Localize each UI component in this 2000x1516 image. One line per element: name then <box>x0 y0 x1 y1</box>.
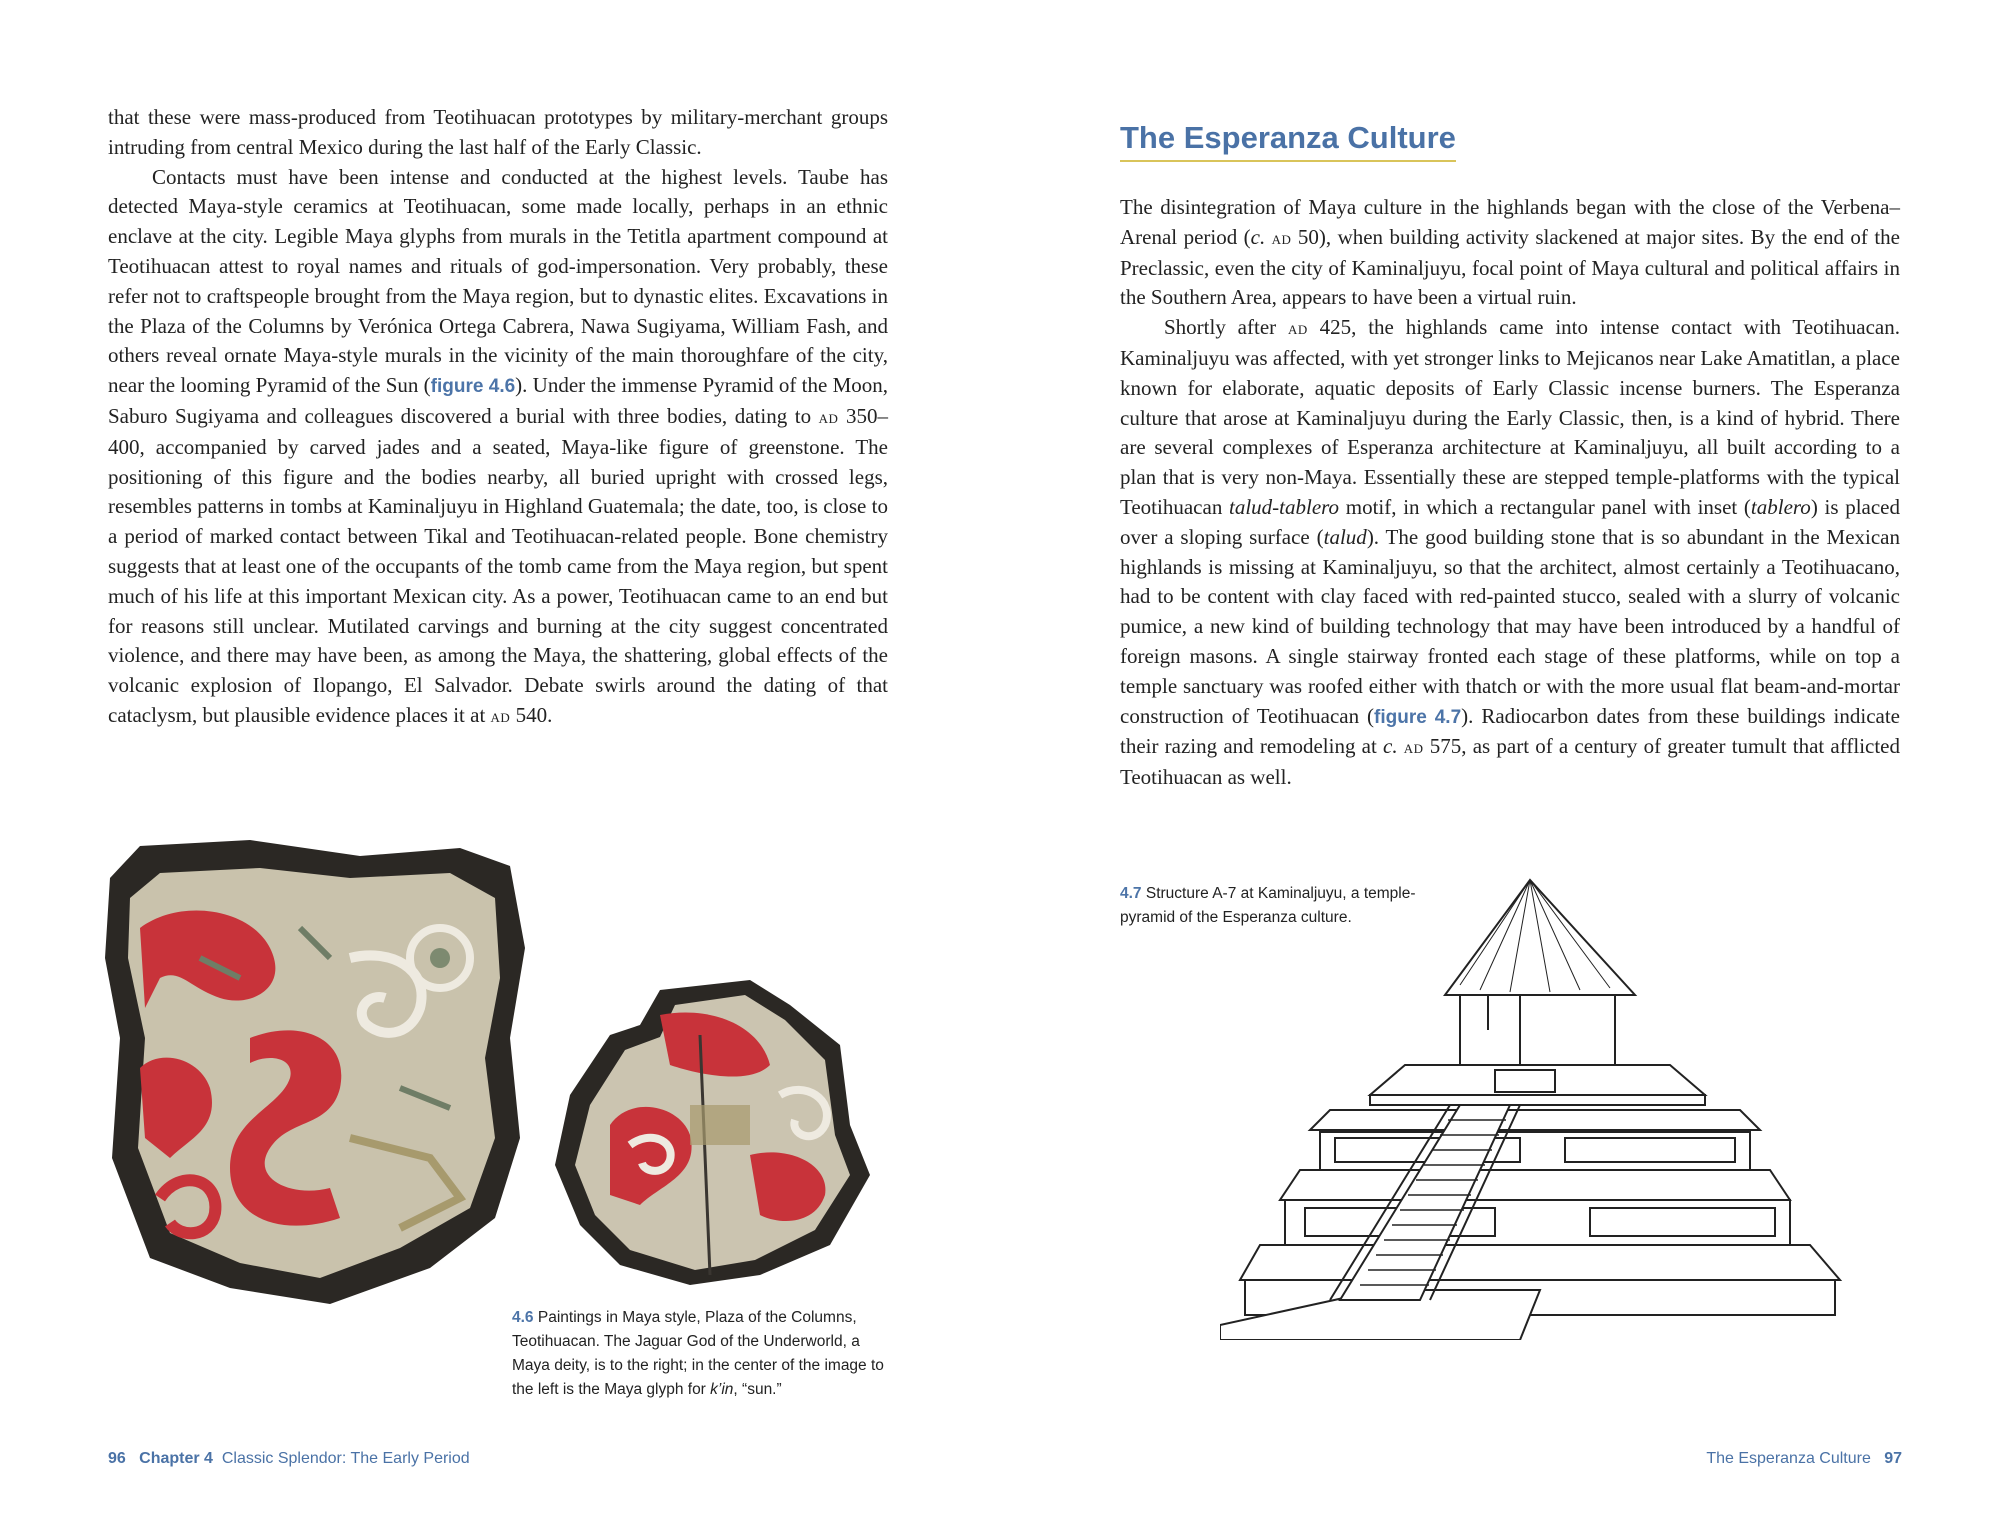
left-paragraph-2 <box>108 163 888 732</box>
circa-abbrev: c. <box>1250 224 1266 249</box>
circa-abbrev: c. <box>1383 734 1398 759</box>
caption-number: 4.7 <box>1120 885 1142 902</box>
caption-text: Structure A-7 at Kaminaljuyu, a temple-pyramid of the Esperanza culture. <box>1120 885 1416 926</box>
text-run: motif, in which a rectangular panel with inset ( <box>1339 494 1751 519</box>
text-run: ). Under the immense Pyramid of the Moon, Saburo Sugiyama and colleagues discovered a burial with three bodies, dating to <box>108 373 888 428</box>
left-paragraph-1 <box>108 103 888 163</box>
figure-4-7-link[interactable]: figure 4.7 <box>1374 706 1462 728</box>
text-run: 575, as part of a century of greater tumult that afflicted Teotihuacan as well. <box>1120 734 1901 790</box>
mural-fragment-right-image <box>550 975 880 1287</box>
text-run: ). The good building stone that is so abundant in the Mexican highlands is missing at Kaminaljuyu, so that the architect, almost certainly a Teotihuacano, had to be content with clay faced with red-painted stucco, sealed with a slurry of volcanic pumice, a new kind of building technology that may have been introduced by a handful of foreign masons. A single stairway fronted each stage of these platforms, while on top a temple sanctuary was roofed either with thatch or with the more usual flat beam-and-mortar construction of Teotihuacan ( <box>1120 524 1900 728</box>
text-run: ) is placed over a sloping surface ( <box>1120 494 1900 549</box>
era-abbrev: ad <box>490 705 511 726</box>
temple-pyramid-drawing <box>1220 870 1860 1340</box>
caption-text: Paintings in Maya style, Plaza of the Columns, Teotihuacan. The Jaguar God of the Underworld, a Maya deity, is to the right; in the center of the image to the left is the Maya glyph for <box>512 1309 884 1398</box>
figure-4-6-caption <box>512 1306 892 1402</box>
section-heading: The Esperanza Culture <box>1120 120 1456 162</box>
chapter-title: Classic Splendor: The Early Period <box>221 1450 470 1467</box>
page-number: 96 <box>108 1450 126 1467</box>
right-paragraph-2 <box>1120 313 1900 793</box>
text-run: Shortly after <box>1164 315 1288 340</box>
right-body-text <box>1120 193 1900 793</box>
era-abbrev: ad <box>1403 737 1424 758</box>
left-running-footer <box>108 1450 470 1468</box>
text-run: The disintegration of Maya culture in the highlands began with the close of the Verbena–Arenal period ( <box>1120 195 1900 249</box>
right-page <box>1000 0 2000 1516</box>
text-run: 350–400, accompanied by carved jades and a seated, Maya-like figure of greenstone. The positioning of this figure and the bodies nearby, all buried upright with crossed legs, resembles patterns in tombs at Kaminaljuyu in Highland Guatemala; the date, too, is close to a period of marked contact between Tikal and Teotihuacan-related people. Bone chemistry suggests that at least one of the occupants of the tomb came from the Maya region, but spent much of his life at this important Mexican city. As a power, Teotihuacan came to an end but for reasons still unclear. Mutilated carvings and burning at the city suggest concentrated violence, and there may have been, as among the Maya, the shattering, global effects of the volcanic explosion of Ilopango, El Salvador. Debate swirls around the dating of that cataclysm, but plausible evidence places it at <box>108 403 888 727</box>
italic-term: talud <box>1323 524 1367 549</box>
figure-4-6-link[interactable]: figure 4.6 <box>430 376 516 398</box>
section-title: The Esperanza Culture <box>1706 1450 1871 1467</box>
right-running-footer <box>1706 1450 1902 1468</box>
right-paragraph-1 <box>1120 193 1900 313</box>
mural-fragment-left-image <box>100 838 530 1306</box>
left-paragraph-1-text: that these were mass-produced from Teotihuacan prototypes by military-merchant groups intruding from central Mexico during the last half of the Early Classic. <box>108 105 888 159</box>
caption-text: , “sun.” <box>733 1381 782 1398</box>
text-run: Contacts must have been intense and conducted at the highest levels. Taube has detected Maya-style ceramics at Teotihuacan, some made locally, perhaps in an ethnic enclave at the city. Legible Maya glyphs from murals in the Tetitla apartment compound at Teotihuacan attest to royal names and rituals of god-impersonation. Very probably, these refer not to craftspeople brought from the Maya region, but to dynastic elites. Excavations in the Plaza of the Columns by Verónica Ortega Cabrera, Nawa Sugiyama, William Fash, and others reveal ornate Maya-style murals in the vicinity of the main thoroughfare of the city, near the looming Pyramid of the Sun ( <box>108 164 888 398</box>
era-abbrev: ad <box>818 406 839 427</box>
left-body-text <box>108 103 888 732</box>
era-abbrev: ad <box>1271 227 1292 248</box>
chapter-label: Chapter 4 <box>139 1450 213 1467</box>
page-number: 97 <box>1884 1450 1902 1467</box>
text-run: 540. <box>510 702 553 727</box>
caption-number: 4.6 <box>512 1309 534 1326</box>
italic-term: talud-tablero <box>1229 494 1340 519</box>
italic-term: tablero <box>1750 494 1811 519</box>
text-run: 425, the highlands came into intense contact with Teotihuacan. Kaminaljuyu was affected, with yet stronger links to Mejicanos near Lake Amatitlan, a place known for elaborate, aquatic deposits of Early Classic incense burners. The Esperanza culture that arose at Kaminaljuyu during the Early Classic, then, is a kind of hybrid. There are several complexes of Esperanza architecture at Kaminaljuyu, all built according to a plan that is very non-Maya. Essentially these are stepped temple-platforms with the typical Teotihuacan <box>1120 315 1900 519</box>
era-abbrev: ad <box>1287 318 1308 339</box>
text-run: 50), when building activity slackened at major sites. By the end of the Preclassic, even the city of Kaminaljuyu, focal point of Maya cultural and political affairs in the Southern Area, appears to have been a virtual ruin. <box>1120 224 1900 310</box>
text-run: ). Radiocarbon dates from these buildings indicate their razing and remodeling at <box>1120 703 1900 759</box>
caption-italic-term: k’in <box>710 1381 734 1398</box>
